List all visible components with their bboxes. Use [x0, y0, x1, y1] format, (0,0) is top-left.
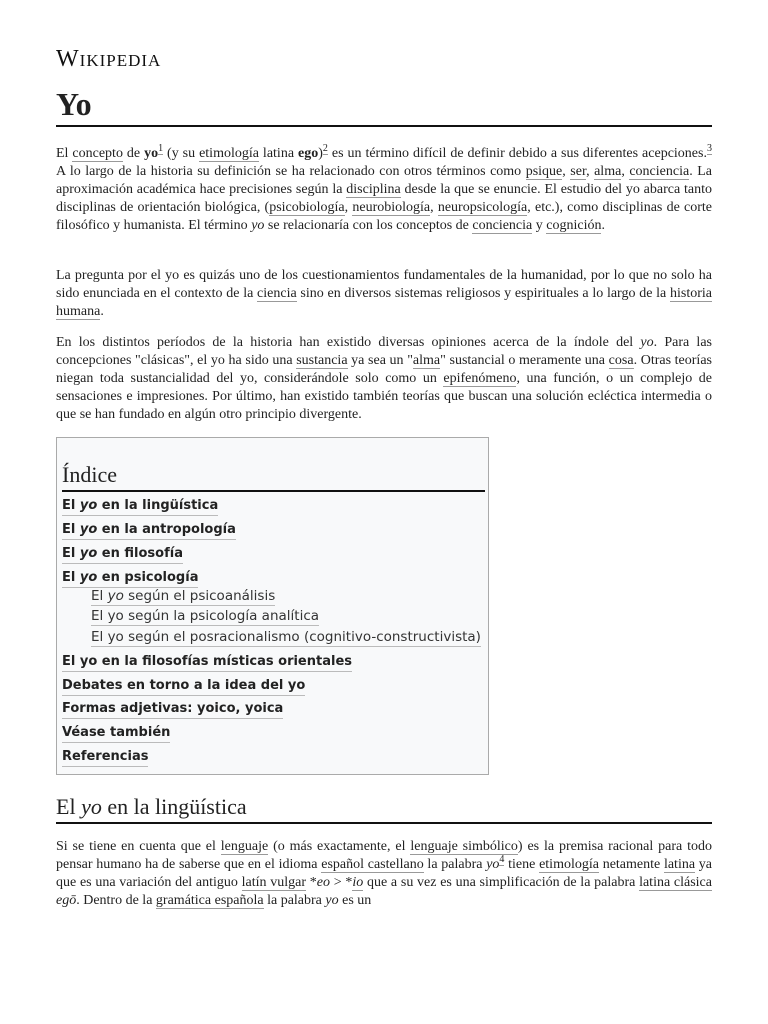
toc-item-referencias[interactable]: Referencias: [62, 748, 148, 767]
link-disciplina[interactable]: disciplina: [346, 182, 401, 197]
link-io[interactable]: io: [352, 875, 364, 890]
link-gramatica-espanola[interactable]: gramática española: [155, 893, 264, 908]
link-neuropsicologia[interactable]: neuropsicología: [437, 200, 528, 215]
page-title: Yo: [56, 84, 712, 127]
link-alma[interactable]: alma: [594, 164, 622, 179]
link-cosa[interactable]: cosa: [608, 353, 634, 368]
toc-subitem-psicologia-analitica[interactable]: El yo según la psicología analítica: [91, 608, 320, 624]
link-conciencia-2[interactable]: conciencia: [472, 218, 533, 233]
link-ciencia[interactable]: ciencia: [257, 286, 297, 301]
paragraph-linguistica: Si se tiene en cuenta que el lenguaje (o más exactamente, el lenguaje simbólico) es la premisa racional para todo pensar humano ha de saberse que en el idioma español castellano la palabra $yo^4$ tiene etimología netamente latina ya que es una variación del antiguo latín vulgar *eo > *io que a su vez es una simplificación de la palabra latina clásica egō. Dentro de la gramática española la palabra yo es un: [56, 839, 713, 908]
link-lenguaje[interactable]: lenguaje: [220, 839, 269, 854]
link-latin-vulgar[interactable]: latín vulgar: [241, 875, 307, 890]
link-epifenomeno[interactable]: epifenómeno: [443, 371, 517, 386]
link-conciencia[interactable]: conciencia: [629, 164, 690, 179]
link-ser[interactable]: ser: [570, 164, 587, 179]
link-sustancia[interactable]: sustancia: [296, 353, 348, 368]
toc-subitem-posracionalismo[interactable]: El yo según el posracionalismo (cognitivo-constructivista): [91, 629, 481, 645]
toc-item-psicologia[interactable]: El yo en psicología: [62, 569, 198, 588]
section-heading-linguistica: El yo en la lingüística: [56, 792, 712, 824]
link-psique[interactable]: psique: [525, 164, 563, 179]
toc-item-vease-tambien[interactable]: Véase también: [62, 724, 170, 743]
link-cognicion[interactable]: cognición: [546, 218, 602, 233]
ref-4[interactable]: 4: [499, 854, 505, 866]
toc-subitem-psicoanalisis[interactable]: El yo según el psicoanálisis: [91, 588, 276, 604]
link-latina[interactable]: latina: [663, 857, 696, 872]
link-latina-clasica[interactable]: latina clásica: [639, 875, 712, 890]
paragraph-2: La pregunta por el yo es quizás uno de los cuestionamientos fundamentales de la humanidad, por lo que no solo ha sido enunciada en el contexto de la ciencia sino en diversos sistemas religiosos y espirituales a lo largo de la historia humana.: [56, 268, 712, 319]
wikipedia-logo[interactable]: Wikipedia: [56, 46, 162, 72]
ref-3[interactable]: 3: [706, 143, 712, 155]
link-lenguaje-simbolico[interactable]: lenguaje simbólico: [410, 839, 518, 854]
link-psicobiologia[interactable]: psicobiología: [269, 200, 345, 215]
ref-1[interactable]: 1: [158, 143, 164, 155]
link-historia-humana[interactable]: historia humana: [56, 286, 712, 319]
toc-item-formas-adjetivas[interactable]: Formas adjetivas: yoico, yoica: [62, 700, 283, 719]
toc-title: Índice: [62, 460, 485, 492]
intro-paragraph: El concepto de $yo^1$ (y su etimología latina ego)$^2$ es un término difícil de definir debido a sus diferentes acepciones.$^3$ A lo largo de la historia su definición se ha relacionado con otros términos como psique, ser, alma, conciencia. La aproximación académica hace precisiones según la disciplina desde la que se enuncie. El estudio del yo abarca tanto disciplinas de orientación biológica, (psicobiología, neurobiología, neuropsicología, etc.), como disciplinas de corte filosófico y humanista. El término yo se relacionaría con los conceptos de conciencia y cognición.: [56, 143, 713, 233]
link-espanol-castellano[interactable]: español castellano: [321, 857, 424, 872]
toc-item-filosofia[interactable]: El yo en filosofía: [62, 545, 183, 564]
toc-item-linguistica[interactable]: El yo en la lingüística: [62, 497, 218, 516]
link-concepto[interactable]: concepto: [72, 146, 123, 161]
table-of-contents: [56, 437, 489, 775]
paragraph-3: En los distintos períodos de la historia han existido diversas opiniones acerca de la índole del yo. Para las concepciones "clásicas", el yo ha sido una sustancia ya sea un "alma" sustancial o meramente una cosa. Otras teorías niegan toda sustancialidad del yo, considerándole solo como un epifenómeno, una función, o un complejo de sensaciones e impresiones. Por último, han existido también teorías que buscan una solución ecléctica intermedia o que se han fundado en algún otro principio divergente.: [56, 335, 712, 422]
link-etimologia-2[interactable]: etimología: [539, 857, 599, 872]
toc-item-misticas-orientales[interactable]: El yo en la filosofías místicas orientales: [62, 653, 352, 672]
link-neurobiologia[interactable]: neurobiología: [352, 200, 431, 215]
toc-item-antropologia[interactable]: El yo en la antropología: [62, 521, 236, 540]
toc-item-debates[interactable]: Debates en torno a la idea del yo: [62, 677, 305, 696]
link-alma-2[interactable]: alma: [412, 353, 441, 368]
ref-2[interactable]: 2: [322, 143, 328, 155]
link-etimologia[interactable]: etimología: [199, 146, 259, 161]
